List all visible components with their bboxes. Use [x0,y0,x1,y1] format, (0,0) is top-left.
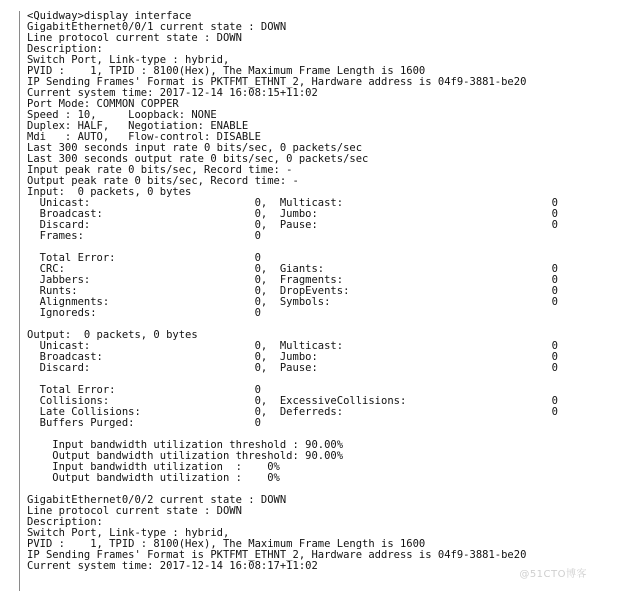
terminal-line: Switch Port, Link-type : hybrid, [27,527,230,539]
terminal-line: IP Sending Frames' Format is PKTFMT_ETHNT_2, Hardware address is 04f9-3881-be20 [27,76,527,88]
terminal-line: Buffers Purged: 0 [27,417,261,429]
terminal-line: Ignoreds: 0 [27,307,261,319]
terminal-line: Total Error: 0 [27,252,261,264]
terminal-line: Switch Port, Link-type : hybrid, [27,54,230,66]
terminal-line: Runts: 0, DropEvents: 0 [27,285,559,297]
watermark: @51CTO博客 [519,569,587,580]
terminal-line: Last 300 seconds output rate 0 bits/sec, 0 packets/sec [27,153,369,165]
terminal-line: Input bandwidth utilization threshold : 90.00% [27,439,344,451]
terminal-line: Frames: 0 [27,230,261,242]
terminal-line: Last 300 seconds input rate 0 bits/sec, 0 packets/sec [27,142,363,154]
terminal-line: Description: [27,516,103,528]
terminal-line: Broadcast: 0, Jumbo: 0 [27,208,559,220]
terminal-line: Output bandwidth utilization threshold: 90.00% [27,450,344,462]
terminal-line: Port Mode: COMMON COPPER [27,98,179,110]
terminal-line: Speed : 10, Loopback: NONE [27,109,217,121]
terminal-line: Broadcast: 0, Jumbo: 0 [27,351,559,363]
terminal-line: Description: [27,43,103,55]
terminal-line: Output bandwidth utilization : 0% [27,472,280,484]
terminal-line: PVID : 1, TPID : 8100(Hex), The Maximum Frame Length is 1600 [27,65,426,77]
terminal-line: Input: 0 packets, 0 bytes [27,186,192,198]
terminal-line: Output: 0 packets, 0 bytes [27,329,198,341]
terminal-line: CRC: 0, Giants: 0 [27,263,559,275]
terminal-line: GigabitEthernet0/0/2 current state : DOWN [27,494,287,506]
terminal-line: Discard: 0, Pause: 0 [27,219,559,231]
terminal-output [19,11,609,591]
terminal-line: Jabbers: 0, Fragments: 0 [27,274,559,286]
terminal-line: Input peak rate 0 bits/sec, Record time: - [27,164,293,176]
terminal-line: Mdi : AUTO, Flow-control: DISABLE [27,131,261,143]
terminal-line: PVID : 1, TPID : 8100(Hex), The Maximum Frame Length is 1600 [27,538,426,550]
terminal-line: <Quidway>display interface [27,10,192,22]
terminal-line: Current system time: 2017-12-14 16:08:17+11:02 [27,560,318,572]
terminal-line: Unicast: 0, Multicast: 0 [27,340,559,352]
terminal-line: Input bandwidth utilization : 0% [27,461,280,473]
terminal-line: Discard: 0, Pause: 0 [27,362,559,374]
terminal-line: Collisions: 0, ExcessiveCollisions: 0 [27,395,559,407]
terminal-line: Output peak rate 0 bits/sec, Record time: - [27,175,299,187]
terminal-line: IP Sending Frames' Format is PKTFMT_ETHNT_2, Hardware address is 04f9-3881-be20 [27,549,527,561]
terminal-line: Alignments: 0, Symbols: 0 [27,296,559,308]
terminal-line: Late Collisions: 0, Deferreds: 0 [27,406,559,418]
terminal-line: Line protocol current state : DOWN [27,32,242,44]
terminal-line: Line protocol current state : DOWN [27,505,242,517]
terminal-line: Total Error: 0 [27,384,261,396]
terminal-line: GigabitEthernet0/0/1 current state : DOWN [27,21,287,33]
terminal-line: Duplex: HALF, Negotiation: ENABLE [27,120,249,132]
terminal-line: Unicast: 0, Multicast: 0 [27,197,559,209]
terminal-line: Current system time: 2017-12-14 16:08:15+11:02 [27,87,318,99]
